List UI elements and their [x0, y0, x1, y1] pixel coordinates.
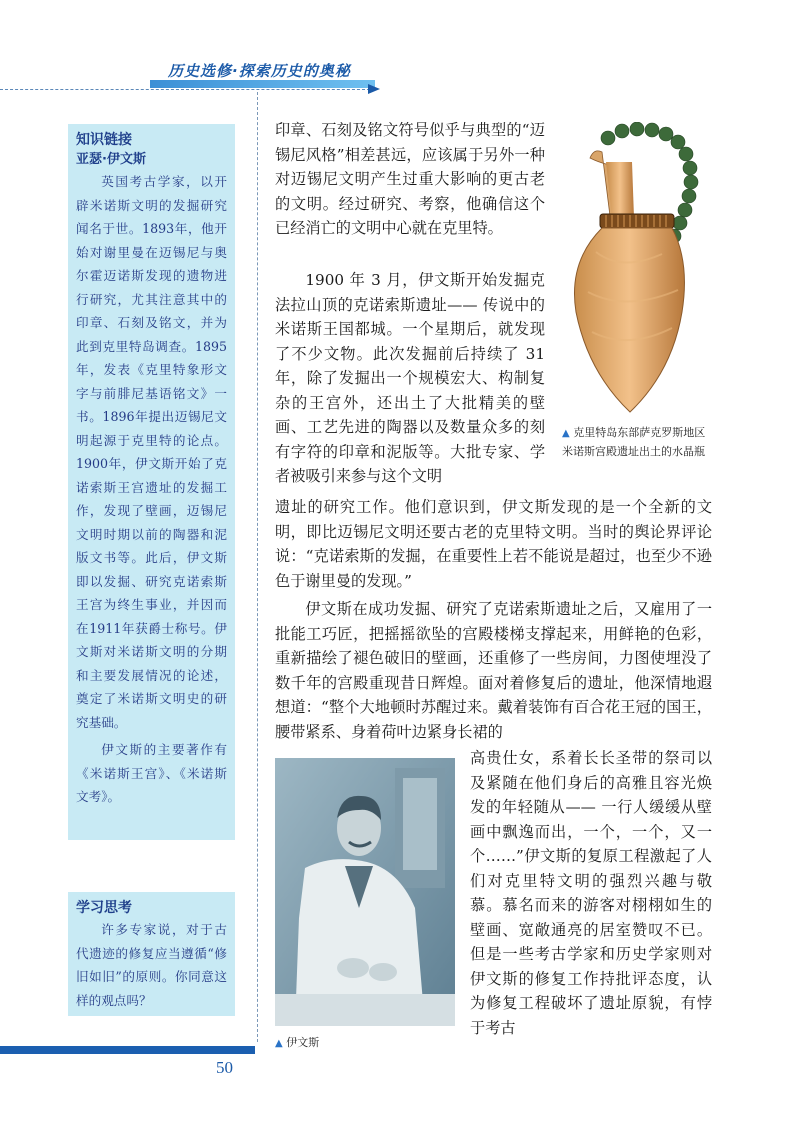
header-title: 历史选修·探索历史的奥秘 [168, 62, 351, 80]
header-arrow-icon [368, 84, 380, 94]
header-band [150, 80, 375, 88]
page-header [0, 0, 800, 100]
photo-caption-text: 伊文斯 [286, 1036, 320, 1049]
study-thinking-heading: 学习思考 [76, 900, 132, 916]
footer-bar [0, 1046, 255, 1054]
knowledge-link-text: 英国考古学家，以开辟米诺斯文明的发掘研究闻名于世。1893年，他开始对谢里曼在迈锡尼与奥尔霍迈诺斯发现的遗物进行研究，尤其注意其中的印章、石刻及铭文，并为此到克里特岛调查。1895年，发表《克里特象形文字与前腓尼基语铭文》一书。1896年提出迈锡尼文明起源于克里特的论点。1900年，伊文斯开始了克诺索斯王宫遗址的发掘工作，发现了壁画，迈锡尼文明时期以前的陶器和泥版文书等。此后，伊文斯即以发掘、研究克诺索斯王宫为终生事业，并因而在1911年获爵士称号。伊文斯对米诺斯文明的分期和主要发展情况的论述，奠定了米诺斯文明史的研究基础。 [76, 174, 227, 730]
photo-caption [275, 1034, 395, 1053]
vase-caption [562, 424, 712, 461]
caption-triangle-icon: ▲ [562, 428, 570, 439]
study-thinking-box [68, 892, 235, 1016]
main-paragraph-1: 印章、石刻及铭文符号似乎与典型的“迈锡尼风格”相差甚远，应该属于另外一种对迈锡尼文明产生过重大影响的更古老的文明。经过研究、考察，他确信这个已经消亡的文明中心就在克里特。 [275, 121, 545, 237]
main-paragraph-3b: 高贵仕女，系着长长圣带的祭司以及紧随在他们身后的高雅且容光焕发的年轻随从—— 一行人缓缓从壁画中飘逸而出，一个，一个，又一个……”伊文斯的复原工程激起了人们对克里特文明的强烈兴趣与敬慕。慕名而来的游客对栩栩如生的壁画、宽敞通亮的居室赞叹不已。但是一些考古学家和历史学家则对伊文斯的修复工作持批评态度，认为修复工程破坏了遗址原貌，有悖于考古 [470, 749, 712, 1037]
study-thinking-text: 许多专家说，对于古代遗迹的修复应当遵循“修旧如旧”的原则。你同意这样的观点吗？ [76, 922, 227, 1008]
column-divider [257, 92, 258, 1042]
main-paragraph-2a: 1900 年 3 月，伊文斯开始发掘克法拉山顶的克诺索斯遗址—— 传说中的米诺斯王国都城。一个星期后，就发现了不少文物。此次发掘前后持续了 31 年，除了发掘出一个规模宏大、构制复杂的王宫外，还出土了大批精美的壁画、工艺先进的陶器以及数量众多的刻有字符的印章和泥版等。大批专家、学者被吸引来参与这个文明 [275, 271, 545, 485]
header-divider [0, 89, 370, 90]
evans-photo [275, 758, 455, 1026]
vase-caption-text: 克里特岛东部萨克罗斯地区米诺斯宫殿遗址出土的水晶瓶 [562, 426, 706, 458]
knowledge-link-heading: 知识链接 [76, 132, 132, 148]
knowledge-link-subheading: 亚瑟·伊文斯 [76, 152, 146, 167]
knowledge-link-box [68, 124, 235, 840]
main-paragraph-2b: 遗址的研究工作。他们意识到，伊文斯发现的是一个全新的文明，即比迈锡尼文明还要古老的克里特文明。当时的舆论界评论说：“克诺索斯的发掘，在重要性上若不能说是超过，也至少不逊色于谢里曼的发现。” [275, 498, 712, 590]
caption-triangle-icon: ▲ [275, 1038, 283, 1049]
main-paragraph-3a: 伊文斯在成功发掘、研究了克诺索斯遗址之后，又雇用了一批能工巧匠，把摇摇欲坠的宫殿楼梯支撑起来，用鲜艳的色彩，重新描绘了褪色破旧的壁画，还重修了一些房间，力图使埋没了数千年的宫殿重现昔日辉煌。面对着修复后的遗址，他深情地遐想道：“整个大地顿时苏醒过来。戴着装饰有百合花王冠的国王，腰带紧系、身着荷叶边紧身长裙的 [275, 600, 712, 741]
knowledge-link-works: 伊文斯的主要著作有《米诺斯王宫》、《米诺斯文考》。 [76, 742, 227, 804]
page-number: 50 [216, 1058, 233, 1077]
crystal-vase-image [562, 122, 710, 417]
